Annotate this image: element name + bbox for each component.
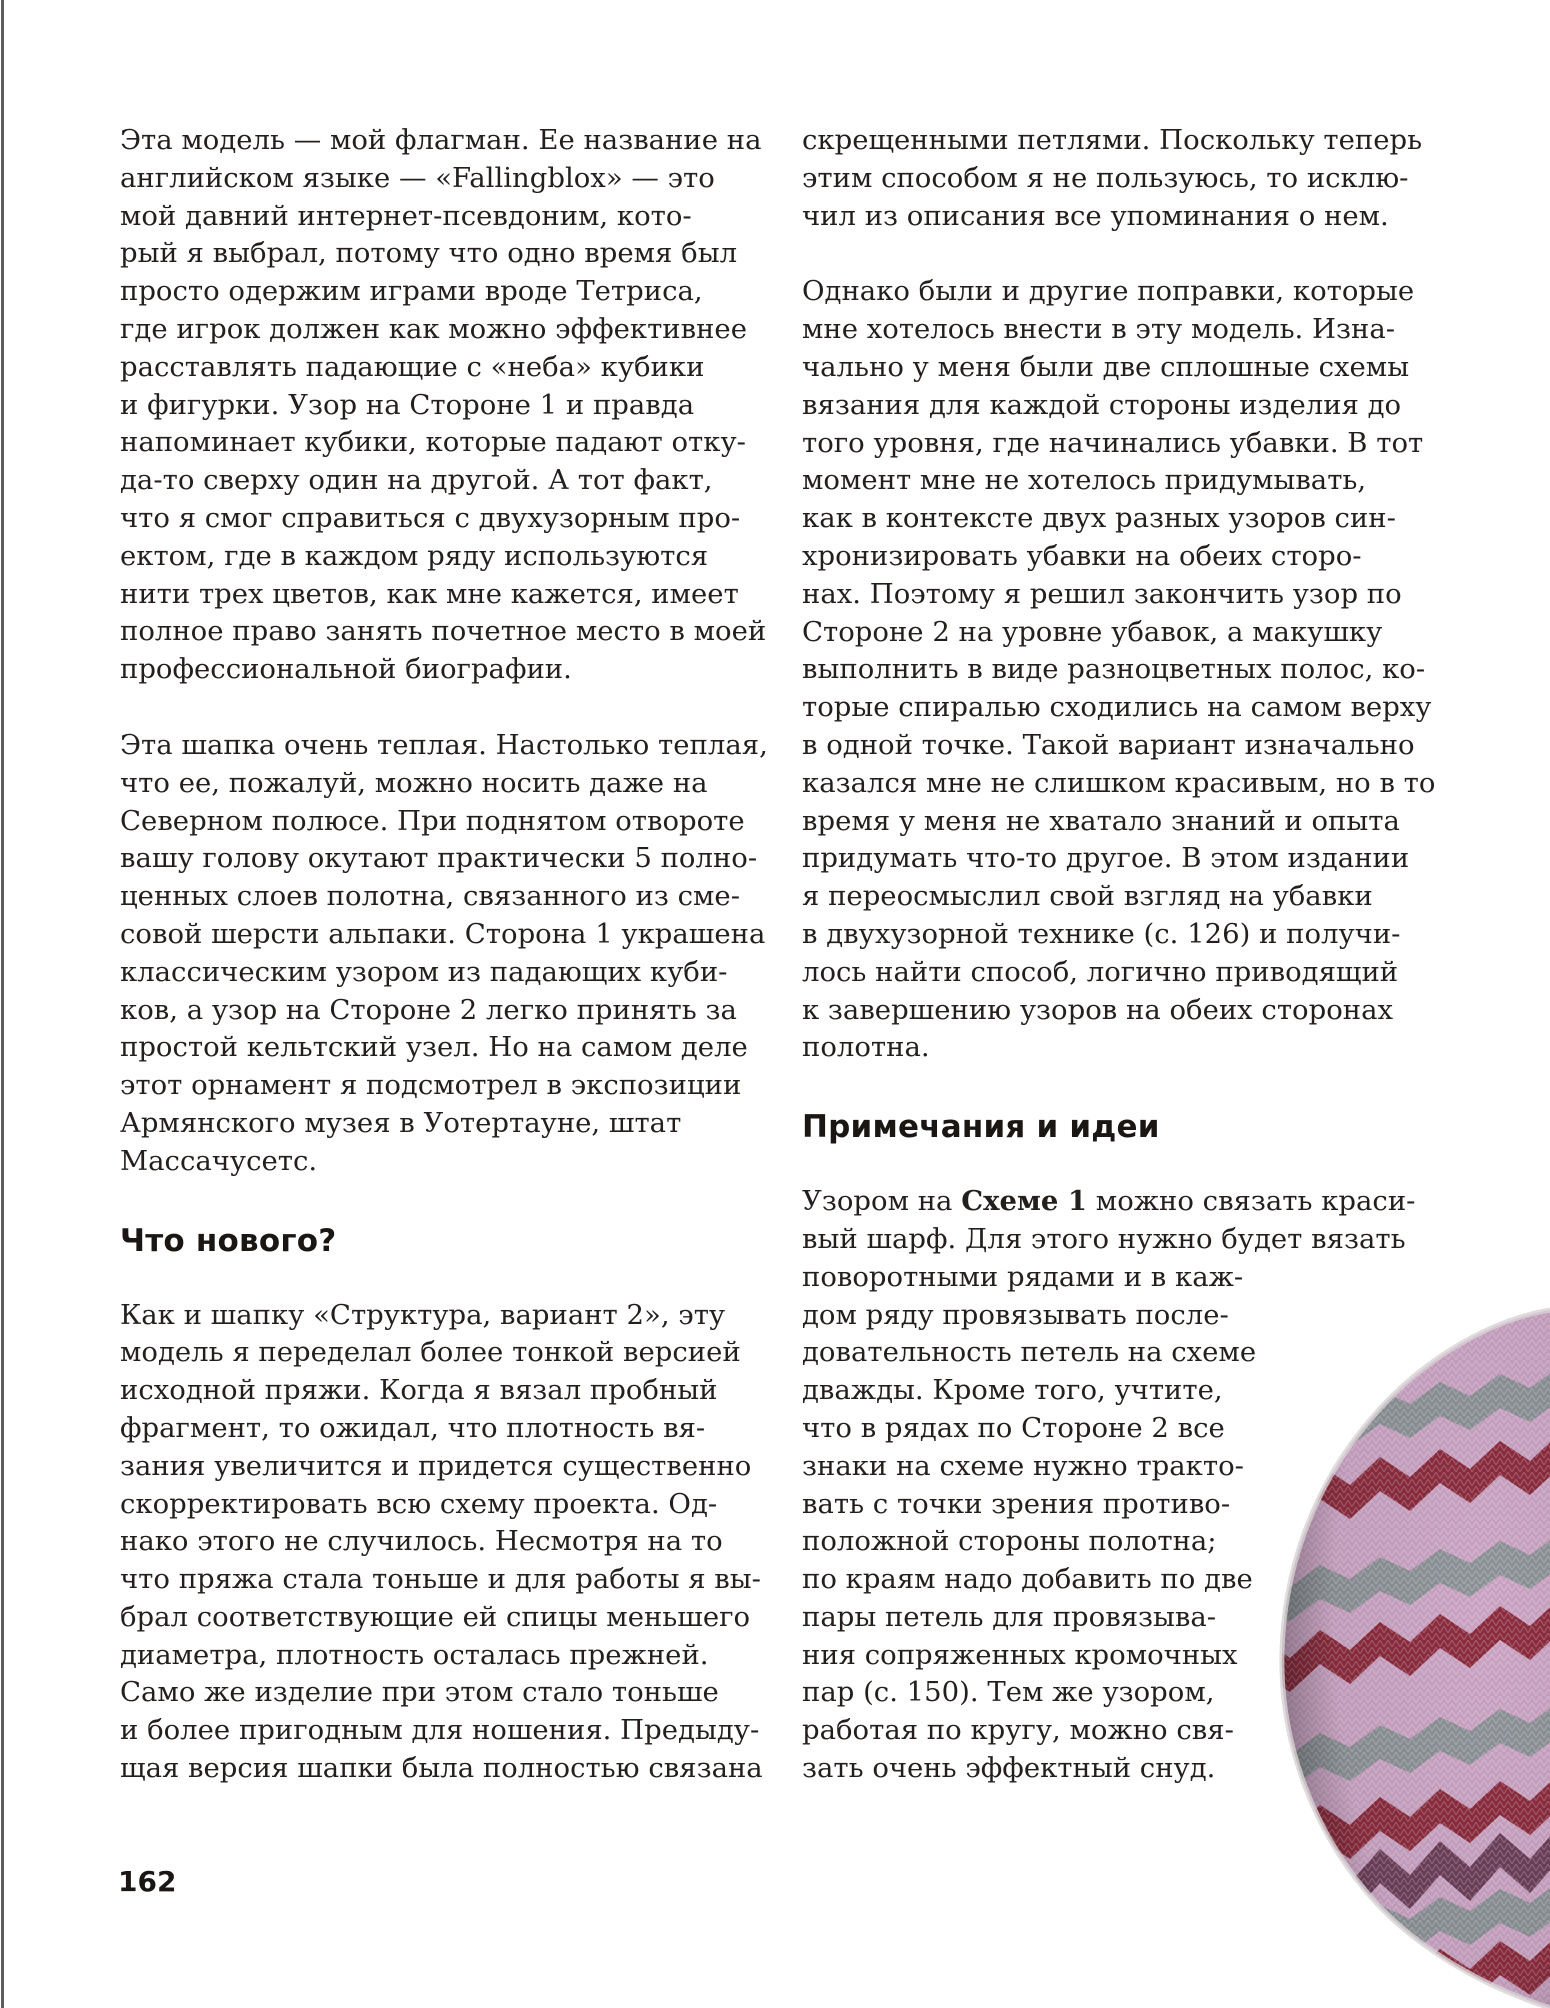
text-line: довательность петель на схеме (802, 1336, 1257, 1369)
text-line: что ее, пожалуй, можно носить даже на (120, 766, 708, 799)
text-line: момент мне не хотелось придумывать, (802, 464, 1367, 497)
text-line: ков, а узор на Стороне 2 легко принять за (120, 993, 737, 1026)
text-line: что пряжа стала тоньше и для работы я вы- (120, 1563, 761, 1596)
text-line: скорректировать всю схему проекта. Од- (120, 1487, 718, 1520)
text-line: что в рядах по Стороне 2 все (802, 1411, 1225, 1444)
text-line: фрагмент, то ожидал, что плотность вя- (120, 1411, 706, 1444)
paragraph-intro (120, 122, 770, 689)
text-line: Северном полюсе. При поднятом отвороте (120, 804, 745, 837)
paragraph-whats-new (120, 1297, 770, 1788)
text-line: мне хотелось внести в эту модель. Изна- (802, 313, 1396, 346)
text-line: Массачусетс. (120, 1144, 318, 1177)
text-line: того уровня, где начинались убавки. В тот (802, 426, 1424, 459)
text-line: вать с точки зрения противо- (802, 1487, 1231, 1520)
notes-first-line: Узором на Схеме 1 можно связать краси- (802, 1185, 1416, 1218)
text-line: как в контексте двух разных узоров син- (802, 502, 1396, 535)
text-line: этим способом я не пользуюсь, то исклю- (802, 161, 1409, 194)
text-line: поворотными рядами и в каж- (802, 1260, 1244, 1293)
text-line: напоминает кубики, которые падают отку- (120, 426, 746, 459)
heading-notes-and-ideas: Примечания и идеи (802, 1109, 1160, 1146)
text-line: работая по кругу, можно свя- (802, 1714, 1234, 1747)
text-line: диаметра, плотность осталась прежней. (120, 1638, 709, 1671)
text-line: Само же изделие при этом стало тоньше (120, 1676, 719, 1709)
paragraph-corrections (802, 273, 1462, 1067)
text-line: брал соответствующие ей спицы меньшего (120, 1600, 751, 1633)
text-line: по краям надо добавить по две (802, 1563, 1253, 1596)
text-line: Стороне 2 на уровне убавок, а макушку (802, 615, 1383, 648)
text-line: расставлять падающие с «неба» кубики (120, 350, 705, 383)
text-line: модель я переделал более тонкой версией (120, 1336, 741, 1369)
text-line: нако этого не случилось. Несмотря на то (120, 1525, 723, 1558)
scheme-1-reference: Схеме 1 (961, 1185, 1088, 1218)
text-line: совой шерсти альпаки. Сторона 1 украшена (120, 917, 766, 950)
heading-whats-new: Что нового? (120, 1222, 337, 1259)
text-line: придумать что-то другое. В этом издании (802, 842, 1410, 875)
text-line: выполнить в виде разноцветных полос, ко- (802, 653, 1426, 686)
left-column (120, 122, 770, 1788)
text-line: в одной точке. Такой вариант изначально (802, 728, 1415, 761)
text-line: профессиональной биографии. (120, 653, 572, 686)
text-line: чил из описания все упоминания о нем. (802, 199, 1389, 232)
text-line: где игрок должен как можно эффективнее (120, 312, 747, 345)
text-line: Эта шапка очень теплая. Настолько теплая, (120, 728, 768, 761)
text-line: Однако были и другие поправки, которые (802, 275, 1415, 308)
text-line: пар (с. 150). Тем же узором, (802, 1676, 1215, 1709)
text-line: зания увеличится и придется существенно (120, 1449, 752, 1482)
text-line: нах. Поэтому я решил закончить узор по (802, 577, 1402, 610)
text-line: время у меня не хватало знаний и опыта (802, 804, 1400, 837)
text-line: казался мне не слишком красивым, но в то (802, 766, 1436, 799)
text-line: исходной пряжи. Когда я вязал пробный (120, 1374, 718, 1407)
text-line: щая версия шапки была полностью связана (120, 1752, 763, 1785)
text-line: полное право занять почетное место в моей (120, 615, 767, 648)
text-line: просто одержим играми вроде Тетриса, (120, 275, 703, 308)
text-line: и более пригодным для ношения. Предыду- (120, 1714, 760, 1747)
text-line: ния сопряженных кромочных (802, 1638, 1238, 1671)
text-line: мой давний интернет-псевдоним, кото- (120, 199, 692, 232)
text-line: в двухузорной технике (с. 126) и получи- (802, 917, 1401, 950)
text-line: нити трех цветов, как мне кажется, имеет (120, 577, 739, 610)
text-line: Как и шапку «Структура, вариант 2», эту (120, 1298, 726, 1331)
text-line: дом ряду провязывать после- (802, 1298, 1229, 1331)
knitted-hat-photo (1260, 1290, 1550, 2008)
text-line: вашу голову окутают практически 5 полно- (120, 842, 758, 875)
text-line: знаки на схеме нужно тракто- (802, 1449, 1244, 1482)
text-line: ектом, где в каждом ряду используются (120, 539, 709, 572)
text-line: ценных слоев полотна, связанного из сме- (120, 880, 740, 913)
text-line: зать очень эффектный снуд. (802, 1752, 1216, 1785)
text-line: скрещенными петлями. Поскольку теперь (802, 124, 1423, 156)
text-line: вый шарф. Для этого нужно будет вязать (802, 1222, 1406, 1255)
text-line: простой кельтский узел. Но на самом деле (120, 1031, 748, 1064)
text-line: дважды. Кроме того, учтите, (802, 1374, 1223, 1407)
text-line: и фигурки. Узор на Стороне 1 и правда (120, 388, 695, 421)
text-line: что я смог справиться с двухузорным про- (120, 501, 741, 534)
text-line: Эта модель — мой флагман. Ее название на (120, 124, 762, 156)
paragraph-crossed-stitches (802, 122, 1462, 235)
text-line: лось найти способ, логично приводящий (802, 955, 1399, 988)
text-line: хронизировать убавки на обеих сторо- (802, 539, 1362, 572)
text-line: рый я выбрал, потому что одно время был (120, 237, 738, 270)
text-line: я переосмыслил свой взгляд на убавки (802, 880, 1373, 913)
text-line: полотна. (802, 1031, 930, 1064)
text-line: торые спиралью сходились на самом верху (802, 691, 1432, 724)
text-line: пары петель для провязыва- (802, 1600, 1217, 1633)
text-line: да-то сверху один на другой. А тот факт, (120, 464, 713, 497)
page-number: 162 (118, 1865, 177, 1898)
text-line: чально у меня были две сплошные схемы (802, 350, 1410, 383)
text-line: к завершению узоров на обеих сторонах (802, 993, 1393, 1026)
text-line: вязания для каждой стороны изделия до (802, 388, 1402, 421)
text-line: этот орнамент я подсмотрел в экспозиции (120, 1069, 742, 1102)
text-line: положной стороны полотна; (802, 1525, 1217, 1558)
text-line: классическим узором из падающих куби- (120, 955, 728, 988)
text-line: Армянского музея в Уотертауне, штат (120, 1106, 682, 1139)
text-line: английском языке — «Fallingblox» — это (120, 161, 715, 194)
page-edge-line (1, 0, 4, 2008)
paragraph-warmth (120, 727, 770, 1181)
